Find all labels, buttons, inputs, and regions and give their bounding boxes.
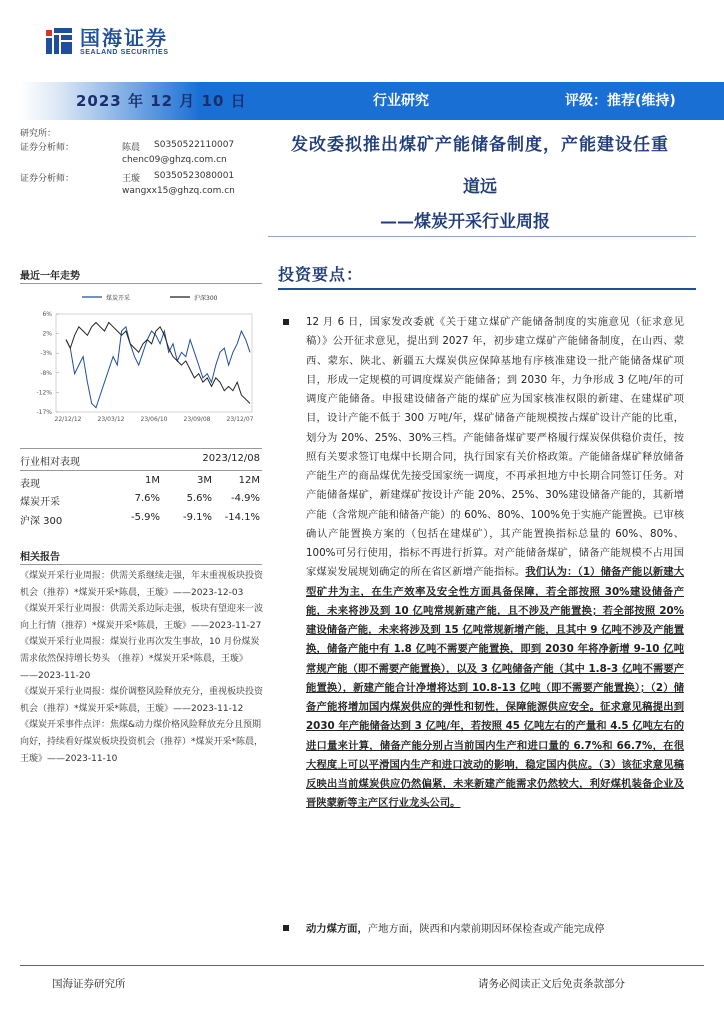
x-tick-label: 23/06/10 bbox=[140, 416, 168, 423]
report-title: 发改委拟推出煤矿产能储备制度，产能建设任重 bbox=[291, 135, 669, 155]
analyst-name: 王璇 bbox=[122, 174, 141, 184]
investment-divider bbox=[278, 288, 696, 290]
related-report-link[interactable]: 《煤炭开采行业周报：煤价调整风险释放充分，重视板块投资机会（推荐）*煤炭开采*陈晨，王璇》——2023-11-12 bbox=[20, 687, 264, 714]
series-line bbox=[66, 323, 250, 404]
report-subtitle: ——煤炭开采行业周报 bbox=[380, 212, 550, 232]
footer-institute: 国海证券研究所 bbox=[52, 978, 126, 990]
legend-label: 煤炭开采 bbox=[106, 295, 131, 302]
research-institute-label: 研究所： bbox=[20, 129, 57, 139]
row-value: -5.9% bbox=[130, 512, 160, 523]
related-reports-list bbox=[20, 568, 264, 767]
investment-paragraph-2 bbox=[306, 920, 684, 935]
paragraph-text: 12 月 6 日，国家发改委就《关于建立煤矿产能储备制度的实施意见（征求意见稿）》公开征求意见，提出到 2027 年，初步建立煤矿产能储备制度，在山西、蒙西、蒙东、陕北、新疆五大煤炭供应保障基地有序核准建设一批产能储备煤矿项目，形成一定规模的可调度煤炭产能储备；到 2030 年，力争形成 3 亿吨/年的可调度产能储备。申报建设储备产能的煤矿应为国家核准权限的新建、在建煤矿项目，设计产能不低于 300 万吨/年，煤矿储备产能规模按占煤矿设计产能的比重，划分为 20%、25%、30%三档。产能储备煤矿要严格履行煤炭保供稳价责任，按照有关要求签订电煤中长期合同，执行国家有关价格政策。产能储备煤矿释放储备产能生产的商品煤优先接受国家统一调度，不再承担地方中长期合同签订任务。对产能储备煤矿，新建煤矿按设计产能 20%、25%、30%建设储备产能的，其新增产能（含常规产能和储备产能）的 60%、80%、100%免于实施产能置换。已审核确认产能置换方案的（包括在建煤矿），其产能置换指标总量的 60%、80%、100%可另行使用，指标不再进行折算。对产能储备煤矿，储备产能规模不占用国家煤炭发展规划确定的所在省区新增产能指标。 bbox=[306, 316, 684, 579]
report-title-cont: 道远 bbox=[463, 177, 497, 197]
row-value: -9.1% bbox=[182, 512, 212, 523]
title-divider bbox=[268, 236, 696, 237]
y-tick-label: -12% bbox=[36, 389, 52, 397]
y-tick-label: -17% bbox=[36, 409, 52, 416]
row-name: 煤炭开采 bbox=[20, 497, 60, 508]
related-report-link[interactable]: 《煤炭开采事件点评：焦煤&动力煤价格风险释放充分且预期向好，持续看好煤炭板块投资机会（推荐）*煤炭开采*陈晨，王璇》——2023-11-10 bbox=[20, 720, 264, 764]
perf-top-rule bbox=[20, 448, 262, 449]
paragraph-lead: 动力煤方面， bbox=[306, 923, 368, 935]
x-tick-label: 23/03/12 bbox=[97, 416, 125, 423]
perf-date: 2023/12/08 bbox=[202, 453, 260, 464]
bullet-icon bbox=[283, 319, 289, 325]
footer-divider bbox=[20, 965, 704, 966]
analyst-role: 证券分析师： bbox=[20, 143, 75, 153]
series-line bbox=[66, 327, 250, 408]
related-report-link[interactable]: 《煤炭开采行业周报：供需关系继续走强，年末重视板块投资机会（推荐）*煤炭开采*陈晨，王璇》——2023-12-03 bbox=[20, 571, 264, 598]
report-date: 2023 年 12 月 10 日 bbox=[76, 92, 247, 110]
y-tick-label: 6% bbox=[42, 311, 52, 318]
table-header-row bbox=[20, 475, 262, 493]
footer-disclaimer: 请务必阅读正文后免责条款部分 bbox=[478, 978, 625, 990]
column-header: 12M bbox=[238, 475, 260, 486]
column-header: 1M bbox=[145, 475, 160, 486]
paragraph-text: 产地方面，陕西和内蒙前期因环保检查或产能完成停 bbox=[367, 923, 605, 935]
table-row bbox=[20, 512, 262, 530]
legend-label: 沪深300 bbox=[194, 295, 218, 302]
analyst-role: 证券分析师： bbox=[20, 174, 75, 184]
sealand-logo-icon bbox=[44, 26, 74, 56]
perf-heading: 行业相对表现 bbox=[20, 457, 80, 468]
analyst-email[interactable]: chenc09@ghzq.com.cn bbox=[122, 155, 227, 165]
perf-header-rule bbox=[20, 470, 262, 471]
y-tick-label: -3% bbox=[40, 350, 52, 358]
x-tick-label: 22/12/12 bbox=[54, 416, 82, 423]
analyst-name: 陈晨 bbox=[122, 143, 141, 153]
row-value: -14.1% bbox=[224, 512, 260, 523]
investment-paragraph bbox=[306, 313, 684, 814]
report-type: 行业研究 bbox=[373, 93, 429, 109]
column-header: 表现 bbox=[20, 479, 40, 490]
table-row bbox=[20, 493, 262, 511]
analyst-email[interactable]: wangxx15@ghzq.com.cn bbox=[122, 186, 235, 196]
company-logo bbox=[44, 26, 169, 56]
trend-heading: 最近一年走势 bbox=[20, 271, 80, 282]
y-tick-label: 2% bbox=[42, 330, 52, 338]
row-name: 沪深 300 bbox=[20, 516, 63, 527]
y-tick-label: -8% bbox=[40, 369, 52, 377]
related-report-link[interactable]: 《煤炭开采行业周报：供需关系边际走强，板块有望迎来一波向上行情（推荐）*煤炭开采*陈晨，王璇》——2023-11-27 bbox=[20, 604, 264, 631]
brand-name-cn: 国海证券 bbox=[80, 25, 168, 50]
paragraph-emphasis: 我们认为：（1）储备产能以新建大型矿井为主，在生产效率及安全性方面具备保障，若全部按照 30%建设储备产能，未来将涉及到 10 亿吨常规新建产能，且不涉及产能置换；若全部按照 20%建设储备产能，未来将涉及到 15 亿吨常规新增产能，且其中 9 亿吨不涉及产能置换，储备产能中有 1.8 亿吨不需要产能置换，即到 2030 年将净新增 9-10 亿吨常规产能（即不需要产能置换），以及 3 亿吨储备产能（其中 1.8-3 亿吨不需要产能置换），新建产能合计净增将达到 10.8-13 亿吨（即不需要产能置换）；（2）储备产能将增加国内煤炭供应的弹性和韧性，保障能源供应安全。征求意见稿提出到 2030 年产能储备达到 3 亿吨/年，若按照 45 亿吨左右的产量和 4.5 亿吨左右的进口量来计算，储备产能分别占当前国内生产和进口量的 6.7%和 66.7%，在很大程度上可以平滑国内生产和进口波动的影响，稳定国内供应。（3）该征求意见稿反映出当前煤炭供应仍然偏紧，未来新建产能需求仍然较大，利好煤机装备企业及晋陕蒙新等主产区行业龙头公司。 bbox=[306, 566, 685, 810]
row-value: 7.6% bbox=[134, 493, 160, 504]
brand-name-en: SEALAND SECURITIES bbox=[80, 48, 169, 56]
plot-frame bbox=[56, 314, 252, 412]
column-header: 3M bbox=[197, 475, 212, 486]
related-report-link[interactable]: 《煤炭开采行业周报：煤炭行业再次发生事故，10 月份煤炭需求依然保持增长势头 （推荐）*煤炭开采*陈晨，王璇》——2023-11-20 bbox=[20, 637, 260, 681]
related-divider bbox=[20, 564, 262, 565]
trend-chart bbox=[20, 284, 262, 436]
row-value: 5.6% bbox=[186, 493, 212, 504]
x-tick-label: 23/09/08 bbox=[183, 416, 211, 423]
x-tick-label: 23/12/07 bbox=[226, 416, 254, 423]
related-heading: 相关报告 bbox=[20, 552, 60, 563]
row-value: -4.9% bbox=[230, 493, 260, 504]
rating-badge: 评级：推荐(维持) bbox=[565, 93, 676, 109]
analyst-id: S0350522110007 bbox=[154, 140, 235, 150]
investment-heading: 投资要点： bbox=[278, 265, 364, 284]
analyst-id: S0350523080001 bbox=[154, 171, 235, 181]
bullet-icon bbox=[283, 925, 289, 931]
